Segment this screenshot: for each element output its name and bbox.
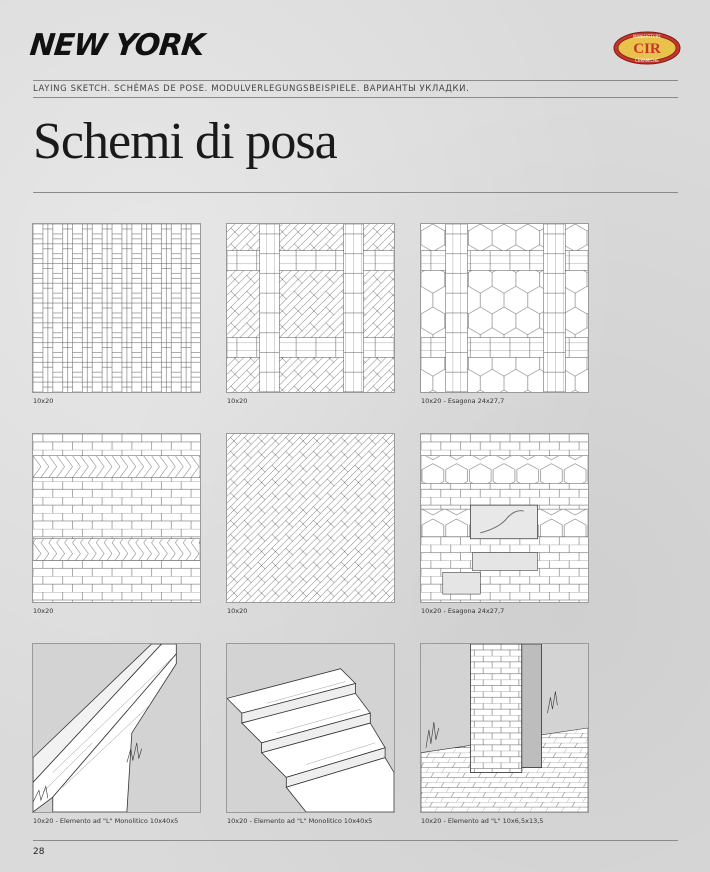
pillar-sketch-icon: [421, 644, 588, 812]
wall-coping-sketch-icon: [33, 644, 200, 812]
tile-basketweave: [32, 223, 201, 393]
hexagon-frame-pattern-icon: [421, 224, 588, 392]
page-title: Schemi di posa: [33, 113, 337, 170]
tile-caption: 10x20 - Esagona 24x27,7: [421, 397, 505, 405]
manufacturer-logo: [612, 30, 682, 66]
footer-rule: [33, 840, 678, 841]
tile-caption: 10x20 - Elemento ad "L" 10x6,5x13,5: [421, 817, 544, 825]
herringbone-pattern-icon: [227, 434, 394, 602]
subtitle: LAYING SKETCH. SCHÈMAS DE POSE. MODULVERLEGUNGSBEISPIELE. ВАРИАНТЫ УКЛАДКИ.: [33, 84, 470, 94]
tile-caption: 10x20: [227, 607, 248, 615]
herringbone-frame-pattern-icon: [227, 224, 394, 392]
tile-herringbone-frame: [226, 223, 395, 393]
brick-hexagon-wall-pattern-icon: [421, 434, 588, 602]
logo-bottom-text: CERAMICHE: [635, 58, 659, 63]
tile-brick-hexagon-wall: [420, 433, 589, 603]
tile-caption: 10x20 - Esagona 24x27,7: [421, 607, 505, 615]
tile-brick-herringbone-bands: [32, 433, 201, 603]
tile-caption: 10x20: [227, 397, 248, 405]
tile-hexagon-frame: [420, 223, 589, 393]
steps-sketch-icon: [227, 644, 394, 812]
tile-caption: 10x20 - Elemento ad "L" Monolitico 10x40x5: [33, 817, 179, 825]
page-number: 28: [33, 847, 45, 857]
tile-caption: 10x20 - Elemento ad "L" Monolitico 10x40x5: [227, 817, 373, 825]
title-rule: [33, 192, 678, 193]
tile-steps: [226, 643, 395, 813]
brick-herringbone-bands-pattern-icon: [33, 434, 200, 602]
logo-top-text: MANIFATTURE: [633, 34, 661, 39]
tile-herringbone: [226, 433, 395, 603]
basketweave-pattern-icon: [33, 224, 200, 392]
logo-monogram: CIR: [633, 41, 661, 57]
tile-pillar: [420, 643, 589, 813]
brand-logo: NEW YORK: [28, 28, 206, 63]
tile-wall-coping: [32, 643, 201, 813]
tile-caption: 10x20: [33, 607, 54, 615]
header-rule-top: [33, 80, 678, 81]
tile-caption: 10x20: [33, 397, 54, 405]
header-rule-bottom: [33, 97, 678, 98]
